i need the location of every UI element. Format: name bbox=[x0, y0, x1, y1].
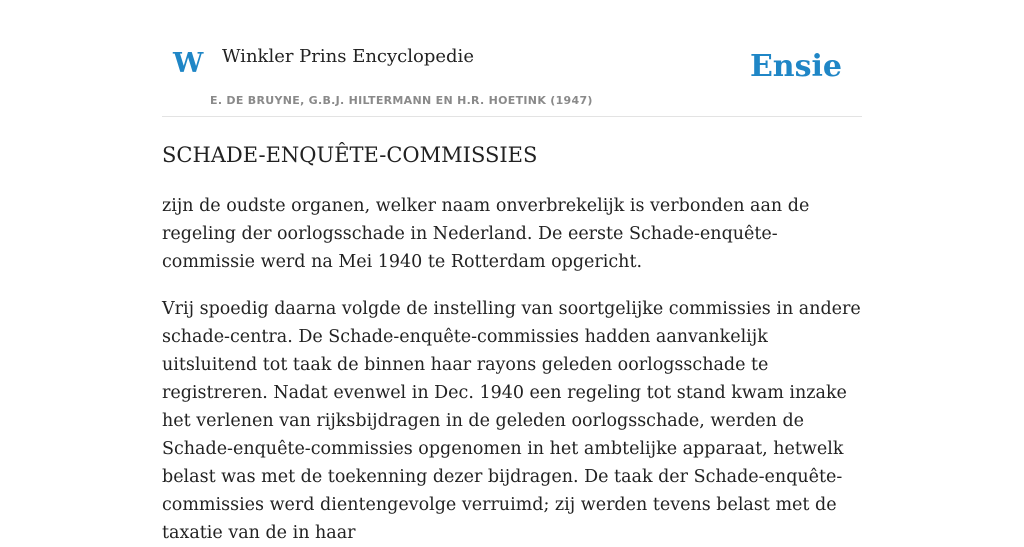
article bbox=[162, 139, 862, 547]
article-paragraph-2: Vrij spoedig daarna volgde de instelling van soortgelijke commissies in andere schade-centra. De Schade-enquête-commissies hadden aanvankelijk uitsluitend tot taak de binnen haar rayons geleden oorlogsschade te registreren. Nadat evenwel in Dec. 1940 een regeling tot stand kwam inzake het verlenen van rijksbijdragen in de geleden oorlogsschade, werden de Schade-enquête-commissies opgenomen in het ambtelijke apparaat, hetwelk belast was met de toekenning dezer bijdragen. De taak der Schade-enquête-commissies werd dientengevolge verruimd; zij werden tevens belast met de taxatie van de in haar bbox=[162, 299, 861, 543]
site-header bbox=[162, 0, 862, 117]
article-paragraph-1: zijn de oudste organen, welker naam onverbrekelijk is verbonden aan de regeling der oorlogsschade in Nederland. De eerste Schade-enquête-commissie werd na Mei 1940 te Rotterdam opgericht. bbox=[162, 196, 810, 272]
ensie-brand-logo[interactable]: Ensie bbox=[749, 49, 842, 84]
publication-title[interactable]: Winkler Prins Encyclopedie bbox=[222, 46, 474, 67]
publication-authors: E. DE BRUYNE, G.B.J. HILTERMANN EN H.R. HOETINK (1947) bbox=[210, 94, 593, 107]
article-title: SCHADE-ENQUÊTE-COMMISSIES bbox=[162, 143, 538, 167]
winkler-prins-logo[interactable]: W bbox=[173, 48, 204, 79]
